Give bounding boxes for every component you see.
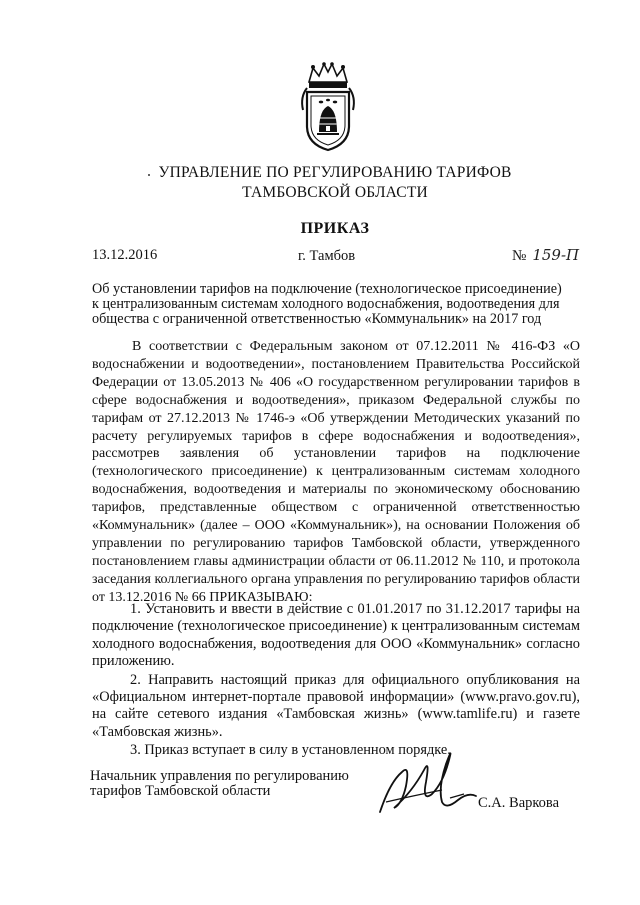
preamble-paragraph: В соответствии с Федеральным законом от 07.12.2011 № 416-ФЗ «О водоснабжении и водоотведении», постановлением Правительства Российской Федерации от 13.05.2013 № 406 «О государственном регулировании тарифов в сфере водоснабжения и водоотведения», приказом Федеральной службы по тарифам от 27.12.2013 № 1746-э «Об утверждении Методических указаний по расчету регулируемых тарифов в сфере водоснабжения и водоотведения», рассмотрев заявления об установлении тарифов на подключение (технологического присоединение) к централизованным системам холодного водоснабжения, водоотведения и материалы по экономическому обоснованию тарифов, представленные обществом с ограниченной ответственностью «Коммунальник» (далее – ООО «Коммунальник»), на основании Положения об управлении по регулированию тарифов Тамбовской области, утвержденного постановлением главы администрации области от 06.11.2012 № 110, и протокола заседания коллегиального органа управления по регулированию тарифов области от 13.12.2016 № 66 ПРИКАЗЫВАЮ: <box>92 339 580 605</box>
subject-line: общества с ограниченной ответственностью «Коммунальник» на 2017 год <box>92 311 542 327</box>
document-preamble <box>92 338 580 607</box>
order-item: 2. Направить настоящий приказ для официального опубликования на «Официальном интернет-портале правовой информации» (www.pravo.gov.ru), на сайте сетевого издания «Тамбовская жизнь» (www.tamlife.ru) и газете «Тамбовская жизнь». <box>92 671 580 740</box>
signatory-title <box>90 769 349 799</box>
signatory-title-line2: тарифов Тамбовской области <box>90 783 271 799</box>
document-subject <box>92 282 580 327</box>
document-number <box>512 246 579 265</box>
tambov-coat-of-arms-icon <box>297 62 359 152</box>
signatory-title-line1: Начальник управления по регулированию <box>90 768 349 784</box>
order-item: 1. Установить и ввести в действие с 01.01.2017 по 31.12.2017 тарифы на подключение (технологическое присоединение) к централизованным системам холодного водоснабжения, водоотведения для ООО «Коммунальник» согласно приложению. <box>92 601 580 670</box>
organization-name-line2: ТАМБОВСКОЙ ОБЛАСТИ <box>242 184 428 201</box>
number-value: 159-П <box>532 246 580 264</box>
document-city: г. Тамбов <box>298 248 356 264</box>
number-label: № <box>512 248 527 264</box>
subject-line: к централизованным системам холодного водоснабжения, водоотведения для <box>92 296 560 312</box>
order-items <box>92 601 580 761</box>
organization-name-line1: УПРАВЛЕНИЕ ПО РЕГУЛИРОВАНИЮ ТАРИФОВ <box>158 164 512 181</box>
document-date: 13.12.2016 <box>92 247 158 263</box>
order-item: 3. Приказ вступает в силу в установленном порядке. <box>130 742 451 759</box>
document-type-heading: ПРИКАЗ <box>300 220 370 237</box>
handwritten-signature-icon <box>372 742 484 822</box>
subject-line: Об установлении тарифов на подключение (технологическое присоединение) <box>92 281 562 297</box>
signatory-name: С.А. Варкова <box>478 795 560 811</box>
